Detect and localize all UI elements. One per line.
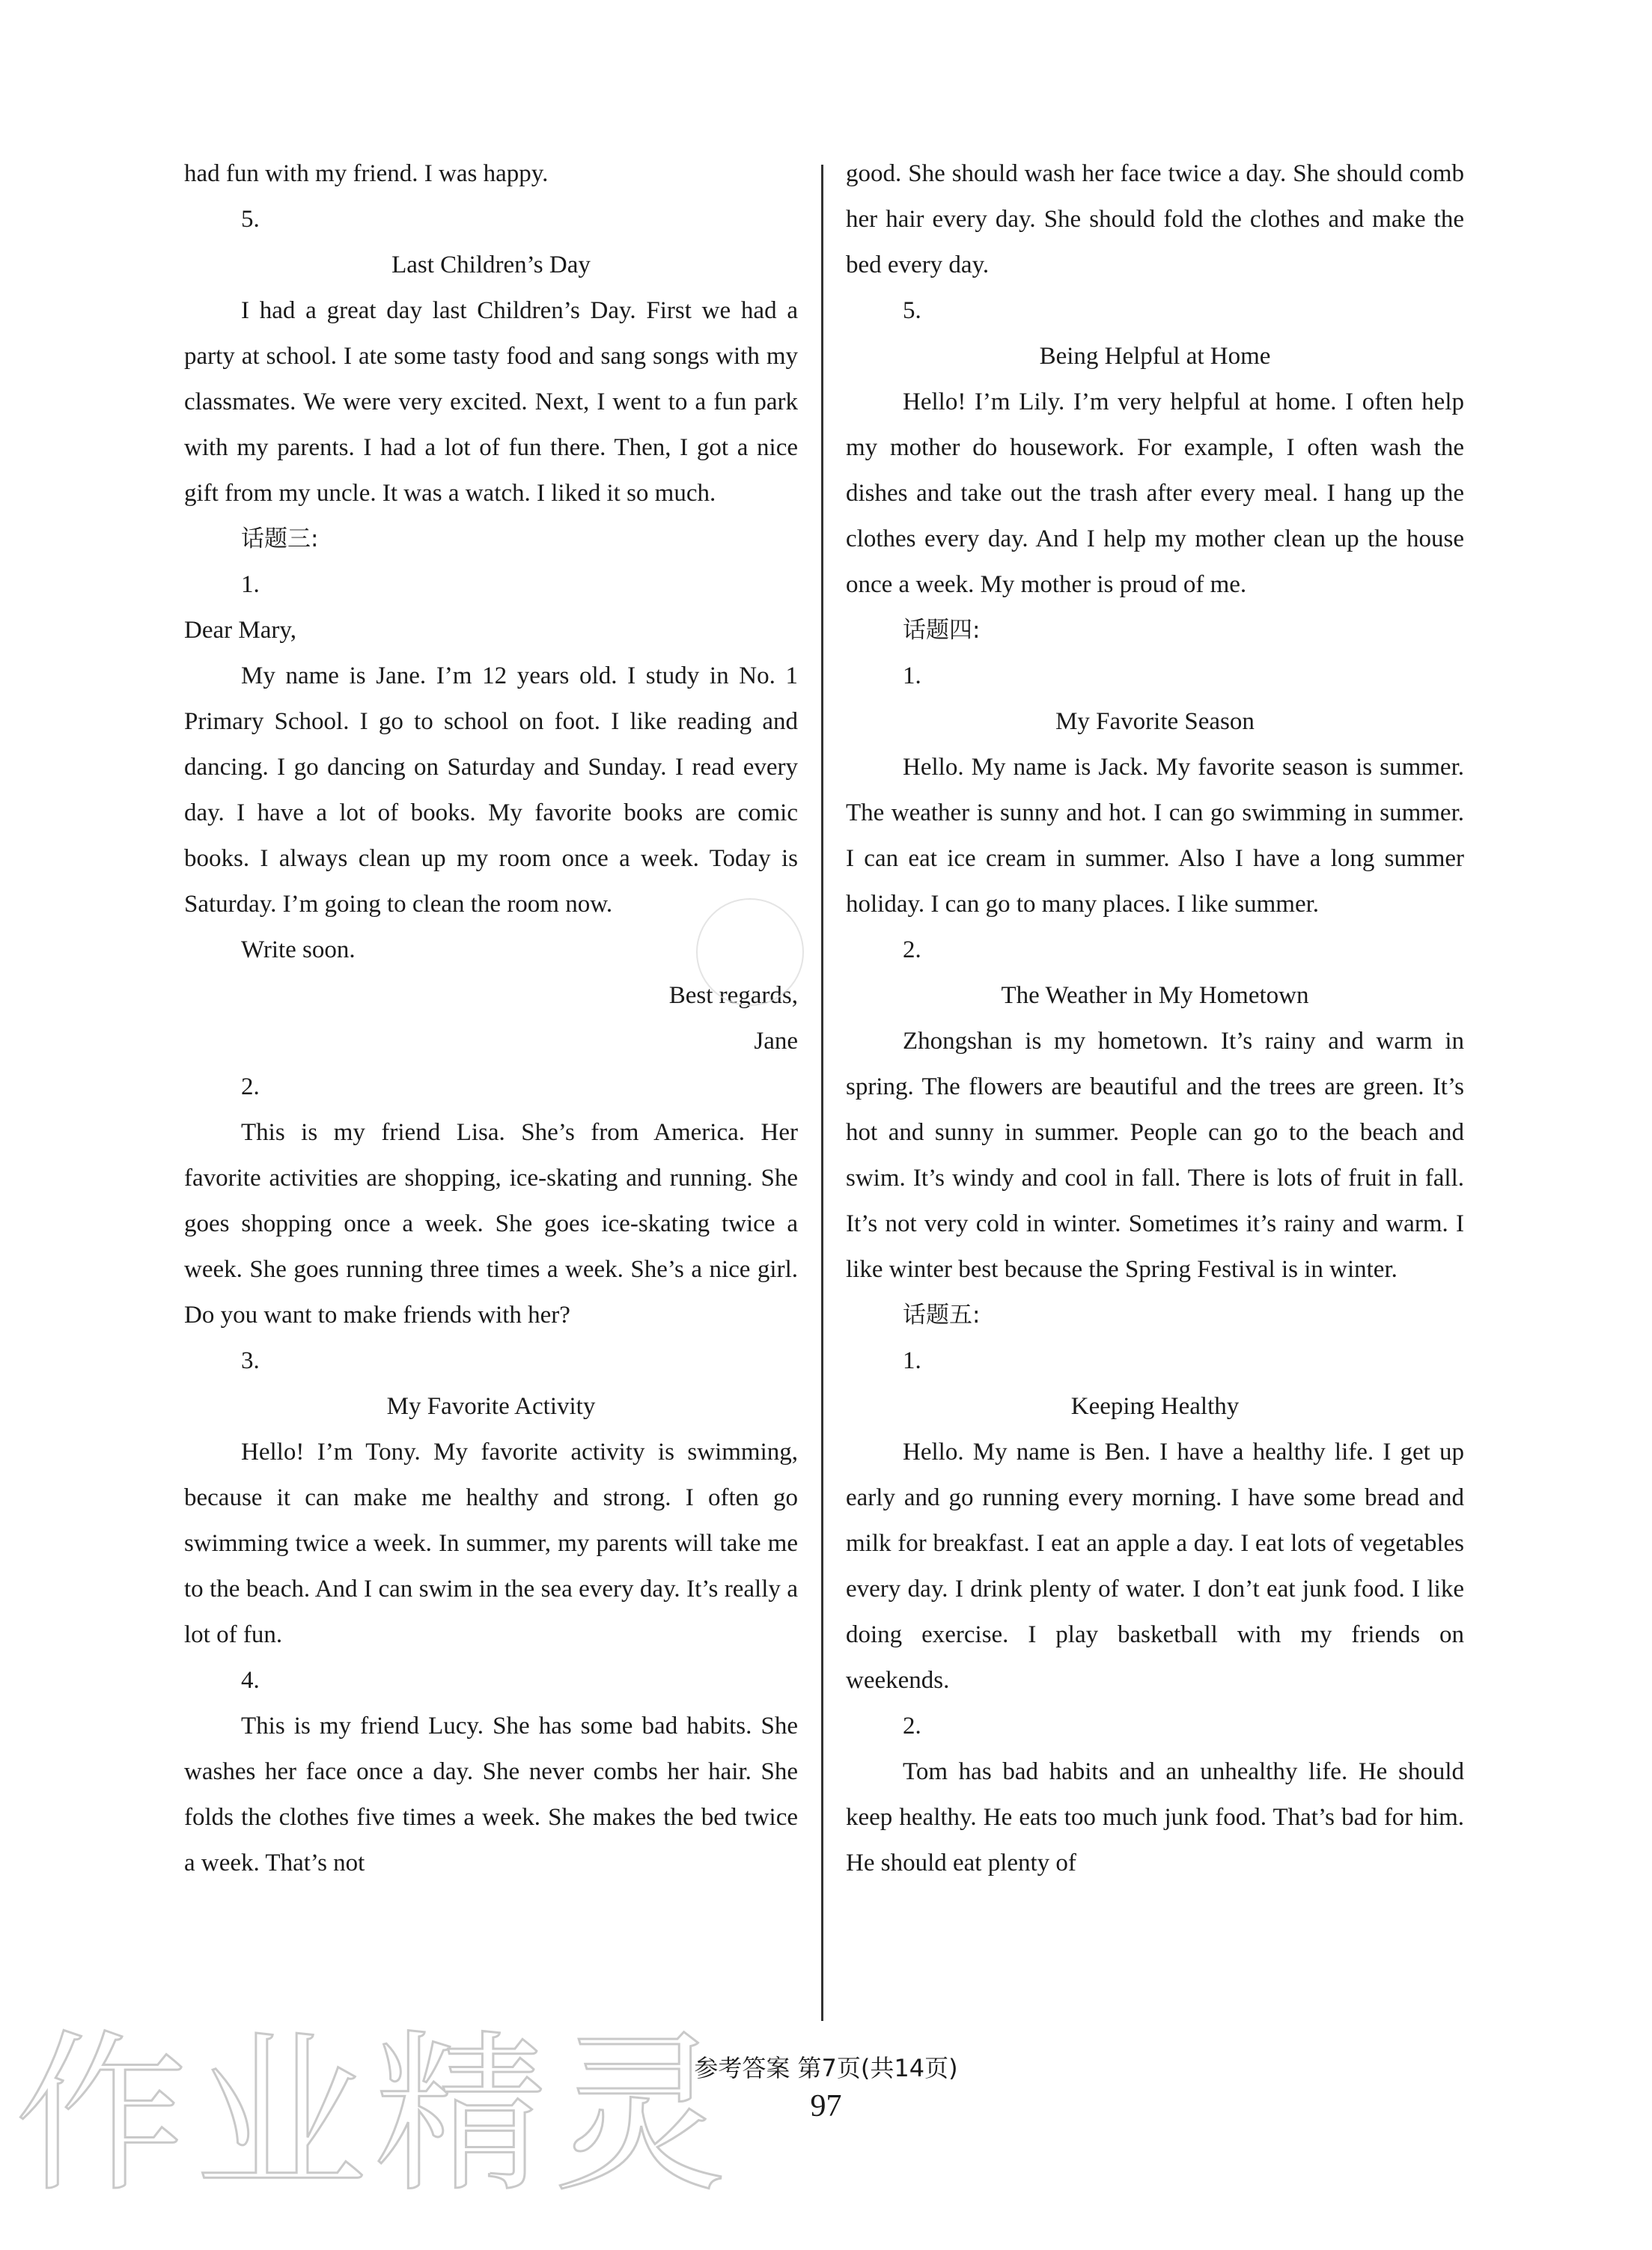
column-divider bbox=[821, 165, 823, 2021]
essay-paragraph: This is my friend Lisa. She’s from America. Her favorite activities are shopping, ice-skating and running. She goes shopping once a week. She goes ice-skating twice a week. She goes running three times a week. She’s a nice girl. Do you want to make friends with her? bbox=[184, 1119, 798, 1329]
item-number: 2. bbox=[903, 936, 921, 963]
item-number: 5. bbox=[241, 206, 260, 233]
watermark-seal bbox=[696, 898, 804, 1006]
letter-body: My name is Jane. I’m 12 years old. I study in No. 1 Primary School. I go to school on foot. I like reading and dancing. I go dancing on Saturday and Sunday. I read every day. I have a lot of books. My favorite books are comic books. I always clean up my room once a week. Today is Saturday. I’m going to clean the room now. bbox=[184, 662, 798, 918]
topic-heading: 话题五: bbox=[903, 1302, 981, 1329]
item-number: 1. bbox=[241, 571, 260, 598]
essay-paragraph: Zhongshan is my hometown. It’s rainy and warm in spring. The flowers are beautiful and the trees are green. It’s hot and sunny in summer. People can go to the beach and swim. It’s windy and cool in fall. There is lots of fruit in fall. It’s not very cold in winter. Sometimes it’s rainy and warm. I like winter best because the Spring Festival is in winter. bbox=[846, 1028, 1464, 1283]
essay-title: My Favorite Activity bbox=[386, 1393, 596, 1420]
page-number: 97 bbox=[810, 2089, 842, 2124]
continued-line: had fun with my friend. I was happy. bbox=[184, 160, 549, 187]
essay-title: Last Children’s Day bbox=[391, 251, 591, 278]
item-number: 3. bbox=[241, 1347, 260, 1374]
essay-title: Being Helpful at Home bbox=[1039, 343, 1271, 370]
item-number: 2. bbox=[903, 1713, 921, 1740]
right-column bbox=[846, 151, 1464, 1886]
letter-regards: Best regards, bbox=[668, 982, 798, 1009]
essay-paragraph: Tom has bad habits and an unhealthy life. He should keep healthy. He eats too much junk food. That’s bad for him. He should eat plenty of bbox=[846, 1758, 1464, 1876]
continued-paragraph: good. She should wash her face twice a day. She should comb her hair every day. She should fold the clothes and make the bed every day. bbox=[846, 160, 1464, 278]
item-number: 2. bbox=[241, 1073, 260, 1100]
page-footer-label: 参考答案 第7页(共14页) bbox=[694, 2054, 958, 2082]
essay-paragraph: This is my friend Lucy. She has some bad habits. She washes her face once a day. She never combs her hair. She folds the clothes five times a week. She makes the bed twice a week. That’s not bbox=[184, 1713, 798, 1876]
essay-paragraph: I had a great day last Children’s Day. First we had a party at school. I ate some tasty food and sang songs with my classmates. We were very excited. Next, I went to a fun park with my parents. I had a lot of fun there. Then, I got a nice gift from my uncle. It was a watch. I liked it so much. bbox=[184, 297, 798, 507]
item-number: 1. bbox=[903, 1347, 921, 1374]
left-column bbox=[184, 151, 798, 1886]
essay-paragraph: Hello! I’m Tony. My favorite activity is swimming, because it can make me healthy and strong. I often go swimming twice a week. In summer, my parents will take me to the beach. And I can swim in the sea every day. It’s really a lot of fun. bbox=[184, 1439, 798, 1648]
letter-greeting: Dear Mary, bbox=[184, 617, 296, 644]
essay-paragraph: Hello! I’m Lily. I’m very helpful at home. I often help my mother do housework. For example, I often wash the dishes and take out the trash after every meal. I hang up the clothes every day. And I help my mother clean up the house once a week. My mother is proud of me. bbox=[846, 388, 1464, 598]
letter-closing-line: Write soon. bbox=[241, 936, 356, 963]
essay-title: The Weather in My Hometown bbox=[1001, 982, 1309, 1009]
letter-signature: Jane bbox=[754, 1028, 798, 1055]
topic-heading: 话题四: bbox=[903, 617, 981, 644]
essay-paragraph: Hello. My name is Ben. I have a healthy life. I get up early and go running every morning. I have some bread and milk for breakfast. I eat an apple a day. I eat lots of vegetables every day. I drink plenty of water. I don’t eat junk food. I like doing exercise. I play basketball with my friends on weekends. bbox=[846, 1439, 1464, 1694]
essay-title: My Favorite Season bbox=[1055, 708, 1255, 735]
item-number: 5. bbox=[903, 297, 921, 324]
watermark-logo: 作业精灵 bbox=[15, 2016, 734, 2216]
essay-title: Keeping Healthy bbox=[1070, 1393, 1240, 1420]
topic-heading: 话题三: bbox=[241, 525, 319, 552]
essay-paragraph: Hello. My name is Jack. My favorite season is summer. The weather is sunny and hot. I can go swimming in summer. I can eat ice cream in summer. Also I have a long summer holiday. I can go to many places. I like summer. bbox=[846, 754, 1464, 918]
item-number: 4. bbox=[241, 1667, 260, 1694]
item-number: 1. bbox=[903, 662, 921, 689]
